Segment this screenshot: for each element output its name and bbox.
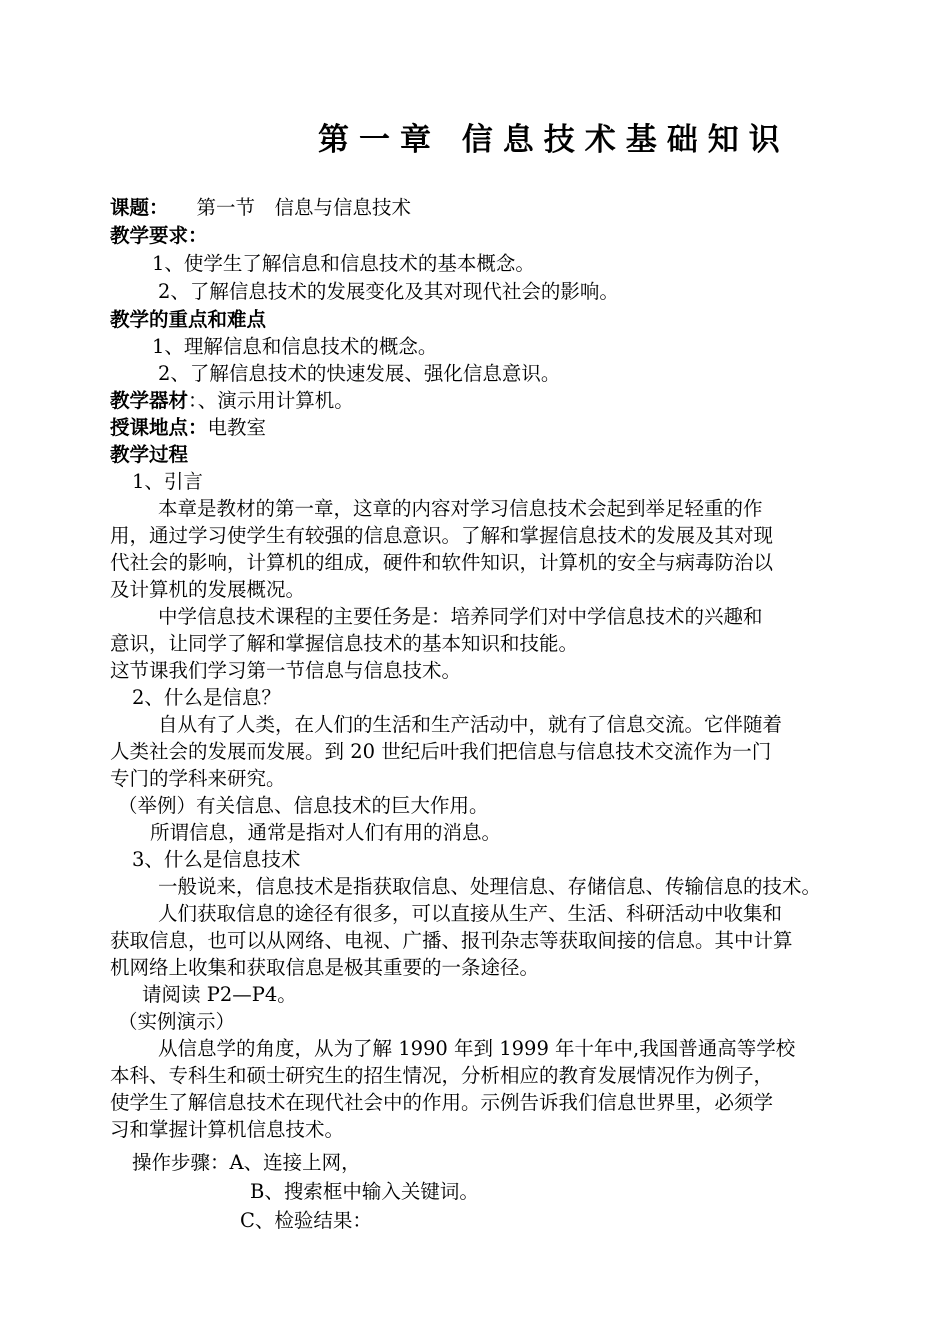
process-label: 教学过程 <box>110 443 189 466</box>
topic-value: 第一节 信息与信息技术 <box>196 196 412 219</box>
chapter-title: 第一章 信息技术基础知识 <box>318 122 790 158</box>
section-2-paragraph-line: 所谓信息，通常是指对人们有用的消息。 <box>150 821 502 844</box>
section-1-paragraph-line: 中学信息技术课程的主要任务是：培养同学们对中学信息技术的兴趣和 <box>158 605 763 628</box>
section-1-paragraph-line: 及计算机的发展概况。 <box>110 578 306 601</box>
operation-step-b: B、搜索框中输入关键词。 <box>250 1180 479 1203</box>
section-1-paragraph-line: 用，通过学习使学生有较强的信息意识。了解和掌握信息技术的发展及其对现 <box>110 524 774 547</box>
section-2-paragraph-line: 自从有了人类，在人们的生活和生产活动中，就有了信息交流。它伴随着 <box>158 713 783 736</box>
section-2-paragraph-line: （举例）有关信息、信息技术的巨大作用。 <box>118 794 489 817</box>
location-label: 授课地点： <box>110 416 208 439</box>
section-3-paragraph-line: 一般说来，信息技术是指获取信息、处理信息、存储信息、传输信息的技术。 <box>158 875 822 898</box>
requirement-item-2: 2、了解信息技术的发展变化及其对现代社会的影响。 <box>158 280 619 303</box>
equipment-value: ：、演示用计算机。 <box>188 389 354 412</box>
section-1-paragraph-line: 这节课我们学习第一节信息与信息技术。 <box>110 659 462 682</box>
section-3-paragraph-line: 机网络上收集和获取信息是极其重要的一条途径。 <box>110 956 540 979</box>
section-3-paragraph-line: 习和掌握计算机信息技术。 <box>110 1118 345 1141</box>
section-3-paragraph-line: 使学生了解信息技术在现代社会中的作用。示例告诉我们信息世界里，必须学 <box>110 1091 774 1114</box>
requirement-item-1: 1、使学生了解信息和信息技术的基本概念。 <box>152 252 535 275</box>
section-3-paragraph-line: 请阅读 P2—P4。 <box>142 983 297 1006</box>
location-value: 电教室 <box>207 416 267 439</box>
section-2-paragraph-line: 人类社会的发展而发展。到 20 世纪后叶我们把信息与信息技术交流作为一门 <box>110 740 772 763</box>
section-1-paragraph-line: 意识，让同学了解和掌握信息技术的基本知识和技能。 <box>110 632 579 655</box>
topic-line <box>110 194 411 222</box>
operation-step-c: C、检验结果： <box>240 1209 372 1232</box>
section-3-paragraph-line: 人们获取信息的途径有很多，可以直接从生产、生活、科研活动中收集和 <box>158 902 783 925</box>
location-line <box>110 414 266 442</box>
section-2-paragraph-line: 专门的学科来研究。 <box>110 767 286 790</box>
requirements-label: 教学要求： <box>110 224 208 247</box>
key-points-label: 教学的重点和难点 <box>110 308 267 331</box>
section-3-paragraph-line: 从信息学的角度，从为了解 1990 年到 1999 年十年中,我国普通高等学校 <box>158 1037 796 1060</box>
section-3-heading: 3、什么是信息技术 <box>132 848 301 871</box>
key-point-item-2: 2、了解信息技术的快速发展、强化信息意识。 <box>158 362 561 385</box>
section-1-paragraph-line: 代社会的影响，计算机的组成，硬件和软件知识，计算机的安全与病毒防治以 <box>110 551 774 574</box>
operation-step-a: 操作步骤：A、连接上网， <box>132 1151 361 1174</box>
section-2-heading: 2、什么是信息？ <box>132 686 281 709</box>
section-1-paragraph-line: 本章是教材的第一章，这章的内容对学习信息技术会起到举足轻重的作 <box>158 497 763 520</box>
topic-label: 课题： <box>110 196 169 219</box>
section-1-heading: 1、引言 <box>132 470 203 493</box>
section-3-paragraph-line: 获取信息，也可以从网络、电视、广播、报刊杂志等获取间接的信息。其中计算 <box>110 929 793 952</box>
equipment-label: 教学器材 <box>110 389 189 412</box>
equipment-line <box>110 387 354 415</box>
key-point-item-1: 1、理解信息和信息技术的概念。 <box>152 335 438 358</box>
section-3-paragraph-line: 本科、专科生和硕士研究生的招生情况，分析相应的教育发展情况作为例子， <box>110 1064 774 1087</box>
section-3-paragraph-line: （实例演示） <box>118 1010 236 1033</box>
